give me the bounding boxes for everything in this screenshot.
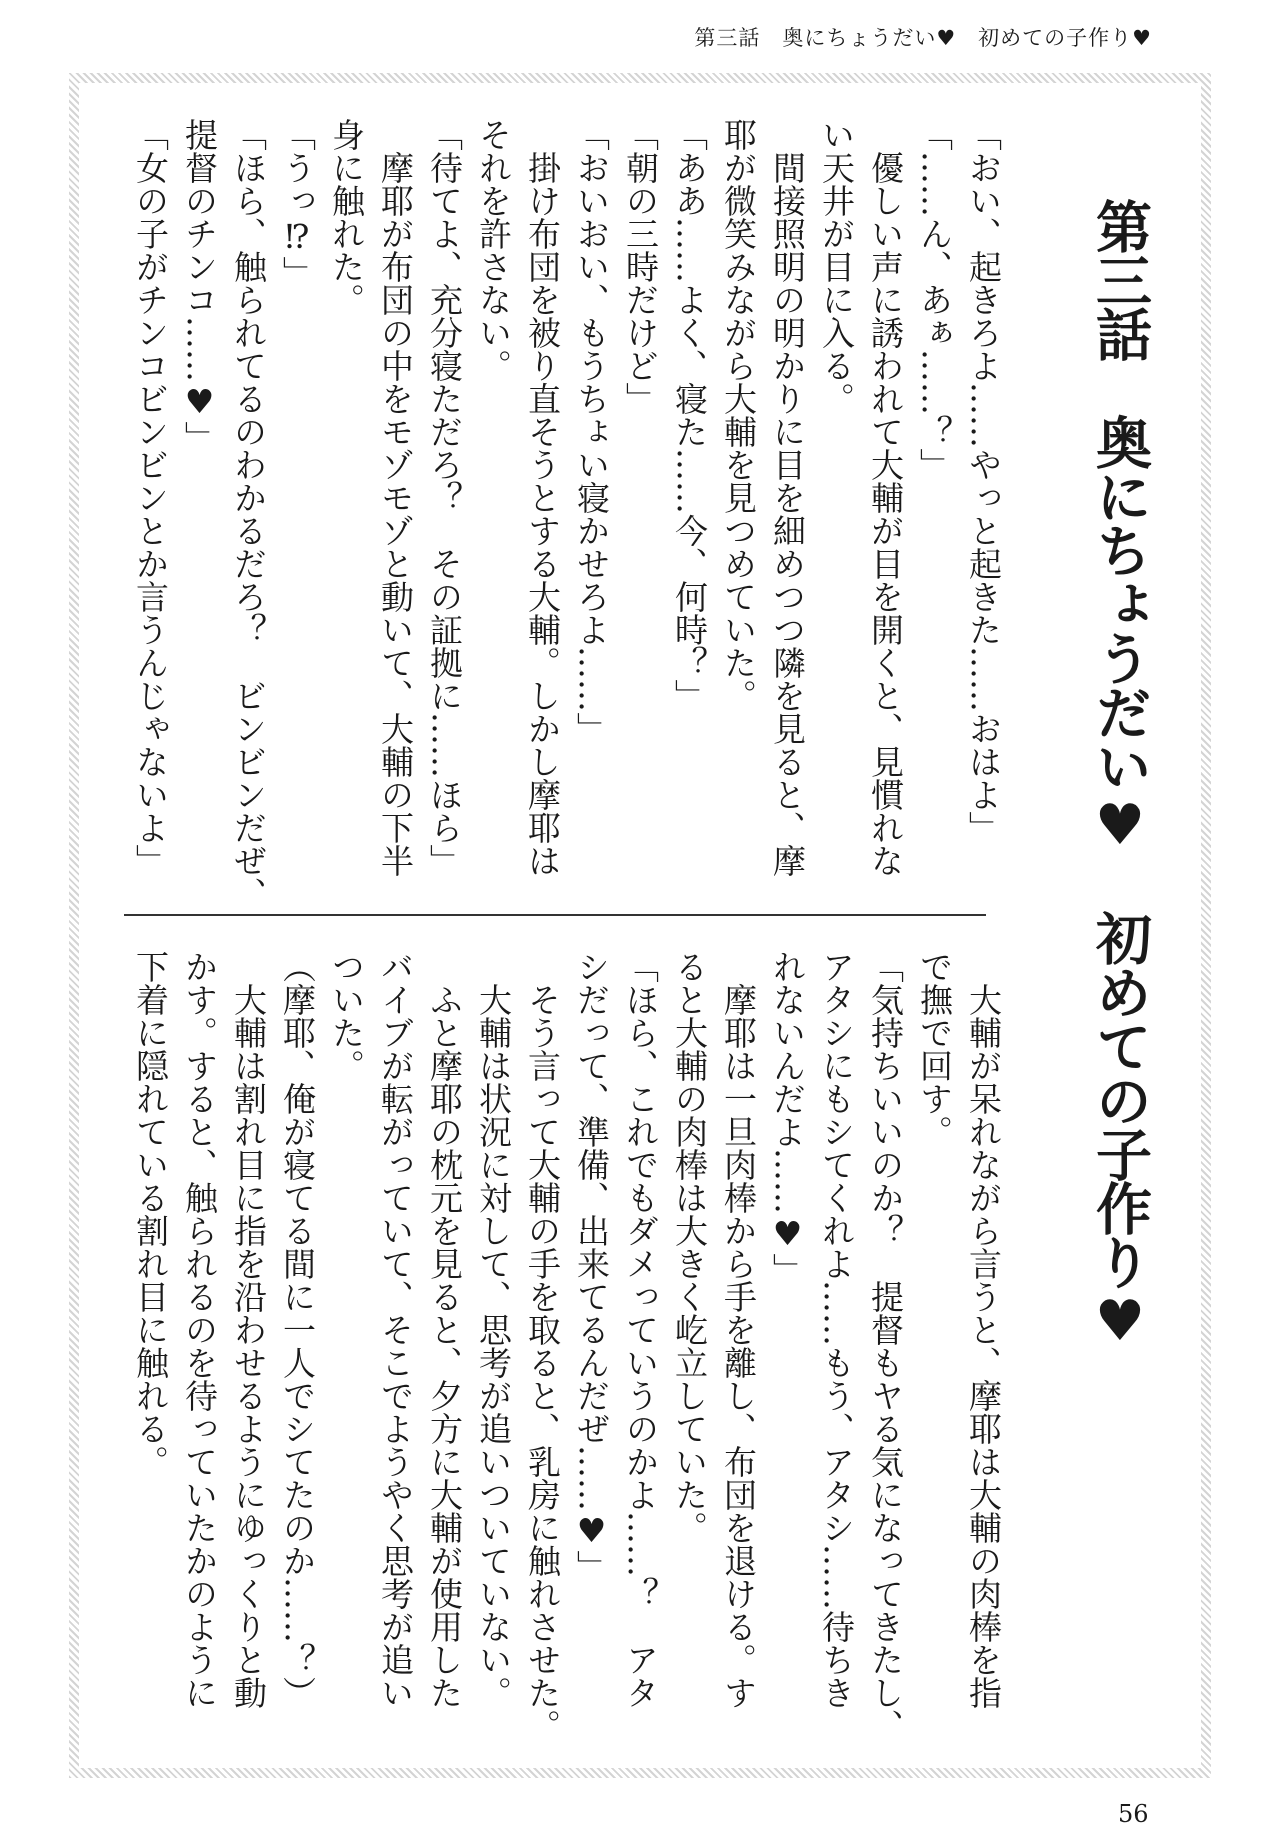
- text-column: ると大輔の肉棒は大きく屹立していた。: [670, 950, 709, 1544]
- text-block-top: [126, 118, 1008, 910]
- text-column: 大輔が呆れながら言うと、摩耶は大輔の肉棒を指: [964, 950, 1003, 1709]
- page-number: 56: [1118, 1800, 1149, 1828]
- text-column: 下着に隠れている割れ目に触れる。: [131, 950, 170, 1478]
- text-column: それを許さない。: [474, 118, 513, 382]
- text-column: ふと摩耶の枕元を見ると、夕方に大輔が使用した: [425, 950, 464, 1709]
- text-column: 「朝の三時だけど」: [621, 118, 660, 415]
- text-column: 「おいおい、もうちょい寝かせろよ……」: [572, 118, 611, 745]
- text-column: かす。すると、触られるのを待っていたかのように: [180, 950, 219, 1709]
- text-column: 「ほら、これでもダメっていうのかよ……？ アタ: [621, 950, 660, 1709]
- text-column: そう言って大輔の手を取ると、乳房に触れさせた。: [523, 950, 562, 1742]
- text-column: 「おい、起きろよ……やっと起きた……おはよ」: [964, 118, 1003, 844]
- text-column: 「女の子がチンコビンビンとか言うんじゃないよ」: [131, 118, 170, 877]
- text-column: シだって、準備、出来てるんだぜ……♥」: [572, 950, 611, 1583]
- text-column: で撫で回す。: [915, 950, 954, 1148]
- running-header: 第三話 奥にちょうだい♥ 初めての子作り♥: [694, 26, 1152, 50]
- text-block-bottom: [126, 950, 1008, 1742]
- text-column: 間接照明の明かりに目を細めつつ隣を見ると、摩: [768, 118, 807, 877]
- text-column: 「うっ⁉」: [278, 118, 317, 289]
- text-column: 掛け布団を被り直そうとする大輔。しかし摩耶は: [523, 118, 562, 877]
- text-column: 摩耶が布団の中をモゾモゾと動いて、大輔の下半: [376, 118, 415, 877]
- text-column: 身に触れた。: [327, 118, 366, 316]
- text-column: （摩耶、俺が寝てる間に一人でシてたのか……？）: [278, 950, 317, 1709]
- text-column: 大輔は状況に対して、思考が追いついていない。: [474, 950, 513, 1709]
- text-column: 耶が微笑みながら大輔を見つめていた。: [719, 118, 758, 712]
- text-column: 「気持ちいいのか？ 提督もヤる気になってきたし、: [866, 950, 905, 1742]
- text-column: 「ほら、触られてるのわかるだろ？ ビンビンだぜ、: [229, 118, 268, 910]
- text-column: い天井が目に入る。: [817, 118, 856, 415]
- text-column: アタシにもシてくれよ……もう、アタシ……待ちき: [817, 950, 856, 1709]
- text-column: れないんだよ……♥」: [768, 950, 807, 1286]
- text-column: 「……ん、あぁ……？」: [915, 118, 954, 481]
- chapter-title: 第三話 奥にちょうだい♥ 初めての子作り♥: [1087, 198, 1153, 1352]
- text-column: 「待てよ、充分寝ただろ？ その証拠に……ほら」: [425, 118, 464, 877]
- text-column: ついた。: [327, 950, 366, 1082]
- text-column: バイブが転がっていて、そこでようやく思考が追い: [376, 950, 415, 1709]
- text-column: 摩耶は一旦肉棒から手を離し、布団を退ける。す: [719, 950, 758, 1709]
- section-divider: [124, 914, 986, 916]
- text-column: 提督のチンコ……♥」: [180, 118, 219, 454]
- text-column: 大輔は割れ目に指を沿わせるようにゆっくりと動: [229, 950, 268, 1709]
- text-column: 優しい声に誘われて大輔が目を開くと、見慣れな: [866, 118, 905, 877]
- text-column: 「ああ……よく、寝た……今、何時？」: [670, 118, 709, 712]
